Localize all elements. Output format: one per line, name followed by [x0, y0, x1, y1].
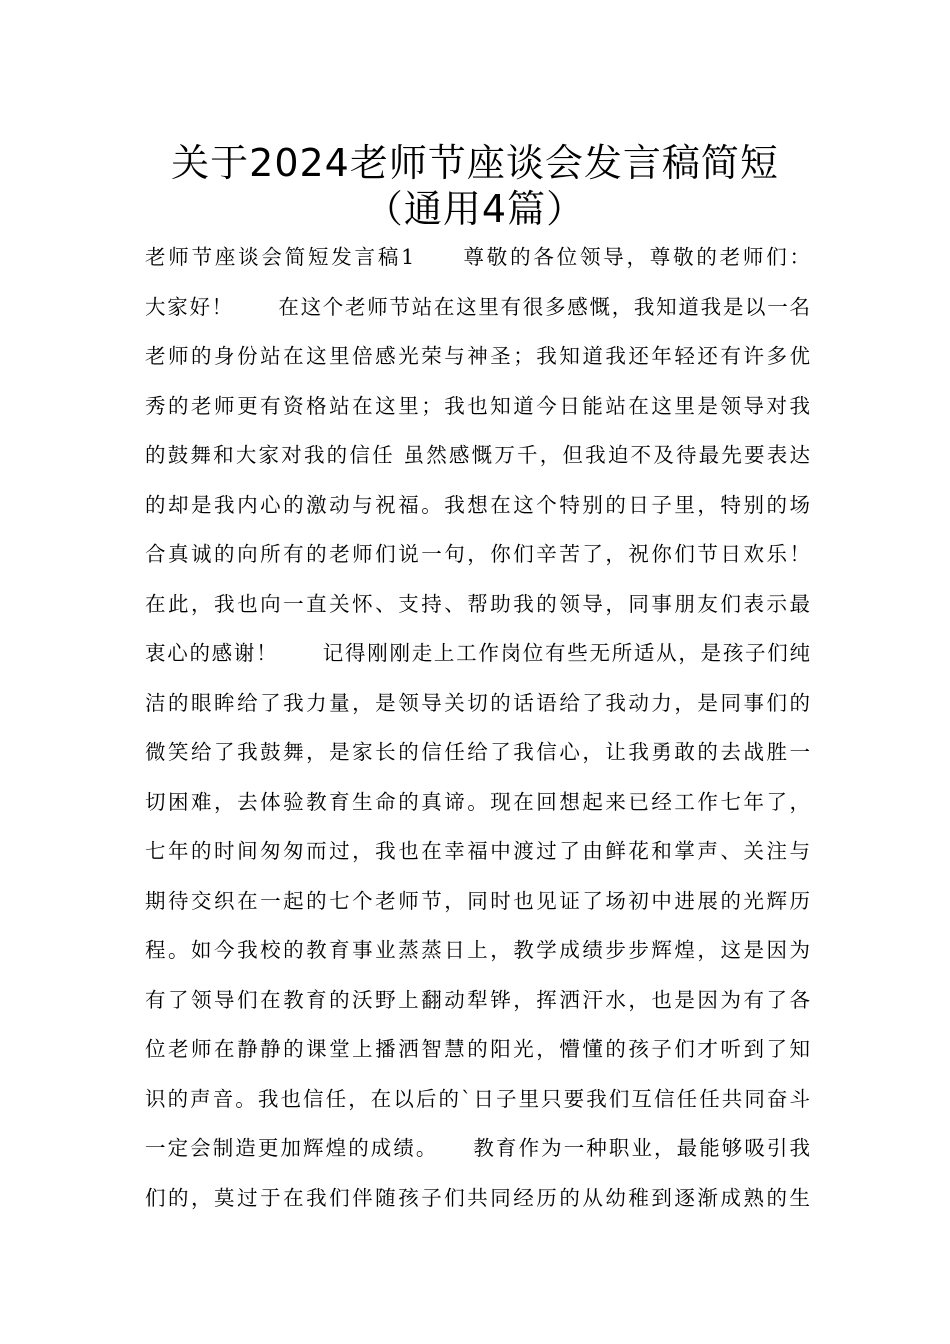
- body-line: 们的，莫过于在我们伴随孩子们共同经历的从幼稚到逐渐成熟的生: [145, 1185, 810, 1210]
- document-subtitle: （通用4篇）: [364, 187, 586, 231]
- body-line: 老师节座谈会简短发言稿1 尊敬的各位领导，尊敬的老师们：: [145, 245, 810, 269]
- body-line: 在此，我也向一直关怀、支持、帮助我的领导，同事朋友们表示最: [145, 591, 810, 616]
- body-line: 的鼓舞和大家对我的信任 虽然感慨万千，但我迫不及待最先要表达: [145, 443, 810, 467]
- body-line: 微笑给了我鼓舞，是家长的信任给了我信心，让我勇敢的去战胜一: [145, 740, 810, 764]
- document-title: 关于2024老师节座谈会发言稿简短: [171, 141, 779, 185]
- body-line: 切困难，去体验教育生命的真谛。现在回想起来已经工作七年了，: [145, 789, 810, 814]
- body-line: 洁的眼眸给了我力量，是领导关切的话语给了我动力，是同事们的: [145, 690, 810, 715]
- body-line: 一定会制造更加辉煌的成绩。 教育作为一种职业，最能够吸引我: [145, 1136, 810, 1160]
- body-line: 有了领导们在教育的沃野上翻动犁铧，挥洒汗水，也是因为有了各: [145, 987, 810, 1012]
- body-line: 老师的身份站在这里倍感光荣与神圣；我知道我还年轻还有许多优: [145, 344, 810, 368]
- body-line: 期待交织在一起的七个老师节，同时也见证了场初中进展的光辉历: [145, 888, 810, 913]
- body-line: 七年的时间匆匆而过，我也在幸福中渡过了由鲜花和掌声、关注与: [145, 839, 810, 863]
- document-body: [145, 233, 810, 1223]
- body-line: 衷心的感谢！ 记得刚刚走上工作岗位有些无所适从，是孩子们纯: [145, 641, 810, 665]
- body-line: 秀的老师更有资格站在这里；我也知道今日能站在这里是领导对我: [145, 393, 810, 418]
- body-line: 识的声音。我也信任，在以后的`日子里只要我们互信任任共同奋斗: [145, 1086, 810, 1111]
- body-line: 位老师在静静的课堂上播洒智慧的阳光，懵懂的孩子们才听到了知: [145, 1037, 810, 1061]
- body-line: 大家好！ 在这个老师节站在这里有很多感慨，我知道我是以一名: [145, 294, 810, 319]
- body-line: 合真诚的向所有的老师们说一句，你们辛苦了，祝你们节日欢乐！: [145, 542, 810, 566]
- body-line: 程。如今我校的教育事业蒸蒸日上，教学成绩步步辉煌，这是因为: [145, 938, 810, 962]
- body-line: 的却是我内心的激动与祝福。我想在这个特别的日子里，特别的场: [145, 492, 810, 517]
